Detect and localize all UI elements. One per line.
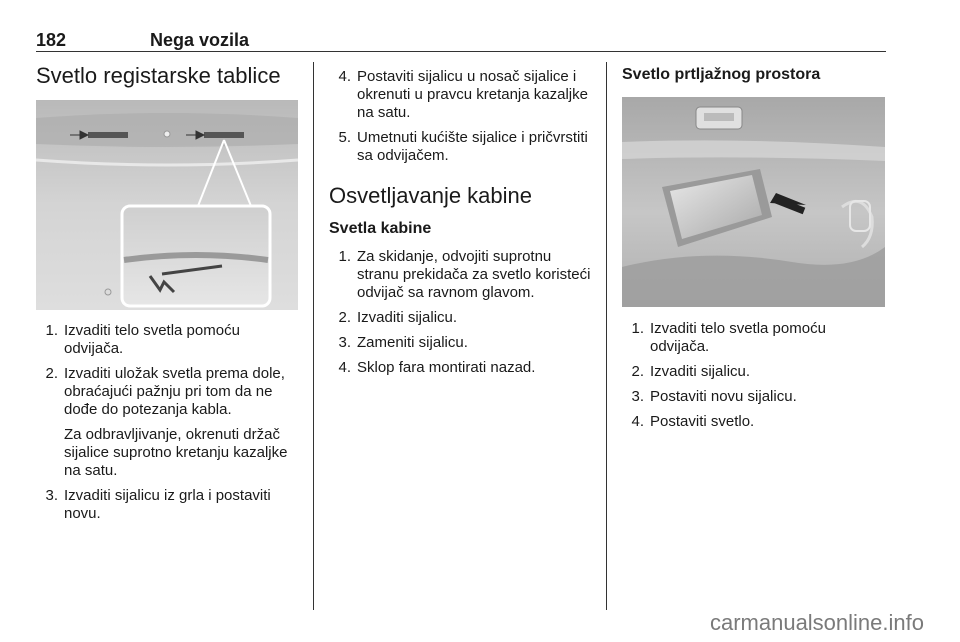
list-item bbox=[622, 388, 884, 406]
step-text: Izvaditi uložak svetla prema dole, obraćajući pažnju pri tom da ne dođe do potezanja kabla. bbox=[64, 365, 285, 418]
step-number: 3. bbox=[45, 487, 58, 504]
list-item bbox=[622, 320, 884, 356]
list-item bbox=[329, 248, 597, 302]
step-number: 1. bbox=[631, 320, 644, 337]
list-item bbox=[36, 322, 300, 358]
cabin-light-steps bbox=[329, 248, 597, 384]
step-text: Zameniti sijalicu. bbox=[357, 334, 468, 351]
trunk-light-figure bbox=[622, 97, 885, 307]
step-number: 3. bbox=[631, 388, 644, 405]
list-item bbox=[329, 68, 597, 122]
step-number: 3. bbox=[338, 334, 351, 351]
step-text: Izvaditi telo svetla pomoću odvijača. bbox=[64, 322, 240, 357]
step-text: Izvaditi sijalicu. bbox=[357, 309, 458, 326]
step-number: 4. bbox=[338, 359, 351, 376]
section-title-cabin-lighting: Osvetljavanje kabine bbox=[329, 183, 533, 208]
step-text: Postaviti sijalicu u nosač sijalice i okrenuti u pravcu kretanja kazaljke na satu. bbox=[357, 68, 588, 121]
chapter-title: Nega vozila bbox=[150, 30, 250, 50]
list-item bbox=[329, 309, 597, 327]
license-plate-steps-continued bbox=[329, 68, 597, 172]
license-plate-steps bbox=[36, 322, 300, 530]
list-item bbox=[329, 334, 597, 352]
column-divider-right bbox=[606, 62, 607, 610]
step-number: 2. bbox=[338, 309, 351, 326]
step-text: Izvaditi sijalicu iz grla i postaviti novu. bbox=[64, 487, 271, 522]
list-item bbox=[36, 487, 300, 523]
step-text: Izvaditi sijalicu. bbox=[650, 363, 751, 380]
column-divider-left bbox=[313, 62, 314, 610]
step-number: 4. bbox=[631, 413, 644, 430]
watermark-link[interactable]: carmanualsonline.info bbox=[709, 610, 924, 635]
list-item bbox=[329, 359, 597, 377]
step-text: Postaviti svetlo. bbox=[650, 413, 755, 430]
step-text: Postaviti novu sijalicu. bbox=[650, 388, 797, 405]
license-plate-light-figure bbox=[36, 100, 298, 310]
section-title-license-plate-light: Svetlo registarske tablice bbox=[36, 63, 281, 88]
list-item bbox=[622, 363, 884, 381]
step-number: 4. bbox=[338, 68, 351, 85]
trunk-light-steps bbox=[622, 320, 884, 438]
subsection-title-cabin-lights: Svetla kabine bbox=[329, 220, 432, 237]
step-text: Sklop fara montirati nazad. bbox=[357, 359, 536, 376]
list-item bbox=[36, 365, 300, 480]
step-text: Izvaditi telo svetla pomoću odvijača. bbox=[650, 320, 826, 355]
section-title-trunk-light: Svetlo prtljažnog prostora bbox=[622, 66, 821, 83]
step-text: Za skidanje, odvojiti suprotnu stranu prekidača za svetlo koristeći odvijač sa ravnom glavom. bbox=[357, 248, 591, 301]
step-number: 2. bbox=[631, 363, 644, 380]
step-text: Umetnuti kućište sijalice i pričvrstiti sa odvijačem. bbox=[357, 129, 588, 164]
step-number: 1. bbox=[45, 322, 58, 339]
step-note: Za odbravljivanje, okrenuti držač sijalice suprotno kretanju kazaljke na satu. bbox=[64, 426, 288, 479]
header-rule bbox=[36, 51, 886, 52]
step-number: 2. bbox=[45, 365, 58, 382]
step-number: 1. bbox=[338, 248, 351, 265]
list-item bbox=[329, 129, 597, 165]
list-item bbox=[622, 413, 884, 431]
page-header bbox=[36, 30, 886, 52]
page-number: 182 bbox=[36, 30, 67, 50]
step-number: 5. bbox=[338, 129, 351, 146]
